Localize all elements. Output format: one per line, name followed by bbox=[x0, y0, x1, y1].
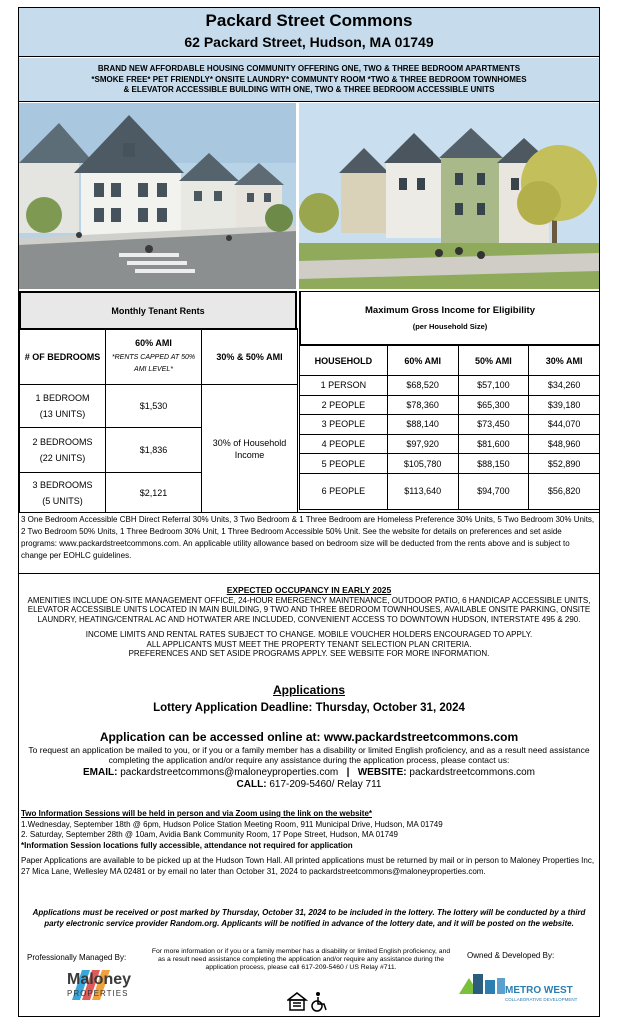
applications-heading: Applications bbox=[272, 683, 345, 697]
table-row bbox=[300, 454, 600, 474]
col-bedrooms: # OF BEDROOMS bbox=[20, 329, 106, 385]
sessions-note: *Information Session locations fully accessible, attendance not required for application bbox=[21, 840, 353, 850]
page-title: Packard Street Commons bbox=[205, 11, 413, 30]
sessions-heading: Two Information Sessions will be held in person and via Zoom using the link on the website* bbox=[21, 809, 373, 818]
rent-value: $1,836 bbox=[106, 428, 202, 473]
maloney-name: Maloney bbox=[67, 971, 132, 988]
income-cell: $113,640 bbox=[387, 473, 458, 509]
units-label: (22 UNITS) bbox=[39, 453, 86, 463]
occupancy-section bbox=[19, 586, 599, 659]
household-cell: 5 PEOPLE bbox=[300, 454, 388, 474]
income-subtitle: (per Household Size) bbox=[412, 322, 488, 331]
household-cell: 6 PEOPLE bbox=[300, 473, 388, 509]
wheelchair-icon bbox=[312, 992, 326, 1011]
features-line-3: & ELEVATOR ACCESSIBLE BUILDING WITH ONE, TWO & THREE BEDROOM ACCESSIBLE UNITS bbox=[123, 85, 495, 94]
metrowest-sub: COLLABORATIVE DEVELOPMENT bbox=[505, 997, 578, 1002]
income-cell: $39,180 bbox=[529, 395, 600, 415]
rent-value: $2,121 bbox=[106, 473, 202, 513]
call-label: CALL bbox=[236, 779, 264, 790]
building-rendering-left bbox=[19, 103, 296, 289]
occupancy-heading: EXPECTED OCCUPANCY IN EARLY 2025 bbox=[226, 585, 392, 595]
owned-by-label: Owned & Developed By: bbox=[467, 951, 555, 960]
table-row bbox=[300, 395, 600, 415]
tenant-criteria-note: ALL APPLICANTS MUST MEET THE PROPERTY TENANT SELECTION PLAN CRITERIA. bbox=[146, 639, 472, 649]
income-title: Maximum Gross Income for Eligibility bbox=[365, 305, 535, 316]
features-line-2: *SMOKE FREE* PET FRIENDLY* ONSITE LAUNDRY* COMMUNTY ROOM *TWO & THREE BEDROOM TOWNHOMES bbox=[91, 74, 527, 84]
col-50: 50% AMI bbox=[458, 346, 529, 376]
preferences-note: PREFERENCES AND SET ASIDE PROGRAMS APPLY. SEE WEBSITE FOR MORE INFORMATION. bbox=[128, 649, 490, 658]
rents-title: Monthly Tenant Rents bbox=[19, 291, 297, 330]
lottery-deadline: Lottery Application Deadline: Thursday, October 31, 2024 bbox=[153, 702, 465, 714]
income-cell: $88,150 bbox=[458, 454, 529, 474]
household-cell: 2 PEOPLE bbox=[300, 395, 388, 415]
equal-housing-accessibility-icons bbox=[287, 991, 333, 1013]
income-cell: $48,960 bbox=[529, 434, 600, 454]
income-cell: $73,450 bbox=[458, 415, 529, 435]
separator: | bbox=[346, 767, 350, 778]
phone-number[interactable]: 617-209-5460/ Relay 711 bbox=[269, 779, 382, 790]
bedroom-cell bbox=[20, 428, 106, 473]
online-heading[interactable]: Application can be accessed online at: www.packardstreetcommons.com bbox=[99, 730, 519, 744]
col-3050-ami: 30% & 50% AMI bbox=[202, 329, 298, 385]
address: 62 Packard Street, Hudson, MA 01749 bbox=[184, 34, 434, 50]
household-cell: 3 PEOPLE bbox=[300, 415, 388, 435]
rent-value: $1,530 bbox=[106, 385, 202, 428]
unit-notes: 3 One Bedroom Accessible CBH Direct Referral 30% Units, 3 Two Bedroom & 1 Three Bedroom are Homeless Preference 30% Units, 5 Two Bedroom 30% Units, 2 Two Bedroom 50% Units, 1 Three Bedroom 30% Unit, 1 Three Bedroom Accessible 50% Unit. See the website for details on preferences and set aside programs: www.packardstreetcommons.com. An applicable utility allowance based on bedroom size will be deducted from the rents above and is subject to change per EOHLC guidelines. bbox=[19, 512, 599, 574]
units-label: (13 UNITS) bbox=[39, 409, 86, 419]
col-60-title: 60% AMI bbox=[135, 337, 172, 348]
income-cell: $97,920 bbox=[387, 434, 458, 454]
bedroom-label: 3 BEDROOMS bbox=[32, 479, 93, 490]
col-household: HOUSEHOLD bbox=[300, 346, 388, 376]
income-cell: $105,780 bbox=[387, 454, 458, 474]
col-60-ami bbox=[106, 329, 202, 385]
call-line: CALL: 617-209-5460/ Relay 711 bbox=[236, 779, 382, 790]
household-cell: 4 PEOPLE bbox=[300, 434, 388, 454]
applications-section bbox=[19, 683, 599, 714]
col-30: 30% AMI bbox=[529, 346, 600, 376]
bedroom-cell bbox=[20, 385, 106, 428]
info-sessions bbox=[21, 809, 597, 877]
income-cell: $68,520 bbox=[387, 376, 458, 396]
flyer-page bbox=[18, 7, 600, 1017]
income-cell: $88,140 bbox=[387, 415, 458, 435]
features-line-1: BRAND NEW AFFORDABLE HOUSING COMMUNITY OFFERING ONE, TWO & THREE BEDROOM APARTMENTS bbox=[97, 64, 521, 73]
table-row bbox=[300, 376, 600, 396]
rents-header-row bbox=[20, 329, 298, 385]
household-income-note: 30% of Household Income bbox=[202, 385, 298, 513]
header bbox=[19, 8, 599, 57]
session-1: 1.Wednesday, September 18th @ 6pm, Hudson Police Station Meeting Room, 911 Municipal Drive, Hudson, MA 01749 bbox=[21, 819, 443, 829]
bedroom-label: 2 BEDROOMS bbox=[32, 437, 93, 447]
email-link[interactable]: packardstreetcommons@maloneyproperties.com bbox=[120, 767, 339, 778]
contact-line: EMAIL: packardstreetcommons@maloneyproperties.com | WEBSITE: packardstreetcommons.com bbox=[82, 767, 536, 778]
managed-by-label: Professionally Managed By: bbox=[27, 953, 127, 962]
table-row bbox=[20, 385, 298, 428]
income-cell: $94,700 bbox=[458, 473, 529, 509]
income-cell: $52,890 bbox=[529, 454, 600, 474]
equal-housing-icon bbox=[288, 993, 306, 1010]
bedroom-label: 1 BEDROOM bbox=[35, 393, 90, 403]
footer bbox=[19, 948, 599, 1016]
features-banner bbox=[19, 58, 599, 102]
rents-table bbox=[19, 328, 298, 513]
table-row bbox=[300, 473, 600, 509]
lottery-note: Applications must be received or post marked by Thursday, October 31, 2024 to be included in the lottery. The lottery will be conducted by a third party electronic service provider Random.org. Applicants will be notified in advance of the lottery date, and it will be posted on the website. bbox=[32, 908, 586, 928]
rendering-photos bbox=[19, 103, 599, 288]
paper-applications: Paper Applications are available to be picked up at the Hudson Town Hall. All printed applications must be returned by mail or in person to Maloney Properties Inc, 27 Mica Lane, Wellesley MA 02481 or by email no later than October 31, 2024 to packardstreetcommons@maloneyproperties.com. bbox=[21, 856, 595, 876]
maloney-sub: PROPERTIES bbox=[67, 989, 129, 998]
email-label: EMAIL bbox=[82, 767, 115, 778]
bedroom-cell bbox=[20, 473, 106, 513]
metrowest-name: METRO WEST bbox=[505, 985, 573, 996]
building-rendering-right bbox=[299, 103, 599, 289]
income-cell: $44,070 bbox=[529, 415, 600, 435]
income-cell: $57,100 bbox=[458, 376, 529, 396]
col-60: 60% AMI bbox=[387, 346, 458, 376]
table-row bbox=[300, 434, 600, 454]
website-label: WEBSITE bbox=[357, 767, 404, 778]
income-limits-note: INCOME LIMITS AND RENTAL RATES SUBJECT TO CHANGE. MOBILE VOUCHER HOLDERS ENCOURAGED TO APPLY. bbox=[85, 630, 533, 639]
household-cell: 1 PERSON bbox=[300, 376, 388, 396]
amenities-text: AMENITIES INCLUDE ON-SITE MANAGEMENT OFFICE, 24-HOUR EMERGENCY MAINTENANCE, OUTDOOR PATIO, 6 HANDICAP ACCESSIBLE UNITS, ELEVATOR ACCESSIBLE UNITS LOCATED IN MAIN BUILDING, 9 TWO AND THREE BEDROOM TOWNHOUSES, AVAILABLE ONSITE PARKING, ONSITE LAUNDRY, HEATING/CENTRAL AC AND HOTWATER ARE INCLUDED, CONVENIENT ACCESS TO DOWNTOWN HUDSON, INTERSTATE 495 & 290. bbox=[27, 595, 591, 624]
table-row bbox=[300, 415, 600, 435]
footer-assistance-note: For more information or if you or a family member has a disability or limited English proficiency, and as a result need assistance completing the application and/or require any assistance during the application process, please call 617-209-5460 / US Relay #711. bbox=[151, 948, 451, 971]
income-title-box bbox=[299, 291, 600, 345]
metrowest-logo-icon bbox=[459, 970, 509, 994]
session-2: 2. Saturday, September 28th @ 10am, Avidia Bank Community Room, 17 Pope Street, Hudson, MA 01749 bbox=[21, 830, 398, 839]
income-table bbox=[299, 345, 600, 510]
col-60-note: *RENTS CAPPED AT 50% AMI LEVEL* bbox=[111, 353, 196, 373]
income-cell: $78,360 bbox=[387, 395, 458, 415]
website-link[interactable]: packardstreetcommons.com bbox=[409, 767, 536, 778]
income-cell: $65,300 bbox=[458, 395, 529, 415]
request-text: To request an application be mailed to you, or if you or a family member has a disability or limited English proficiency, and as a result need assistance completing the application and/or require any assistance during the application process, please contact us: bbox=[28, 745, 590, 765]
online-section bbox=[19, 730, 599, 790]
units-label: (5 UNITS) bbox=[42, 495, 83, 506]
income-cell: $81,600 bbox=[458, 434, 529, 454]
income-cell: $34,260 bbox=[529, 376, 600, 396]
income-cell: $56,820 bbox=[529, 473, 600, 509]
income-header-row bbox=[300, 346, 600, 376]
